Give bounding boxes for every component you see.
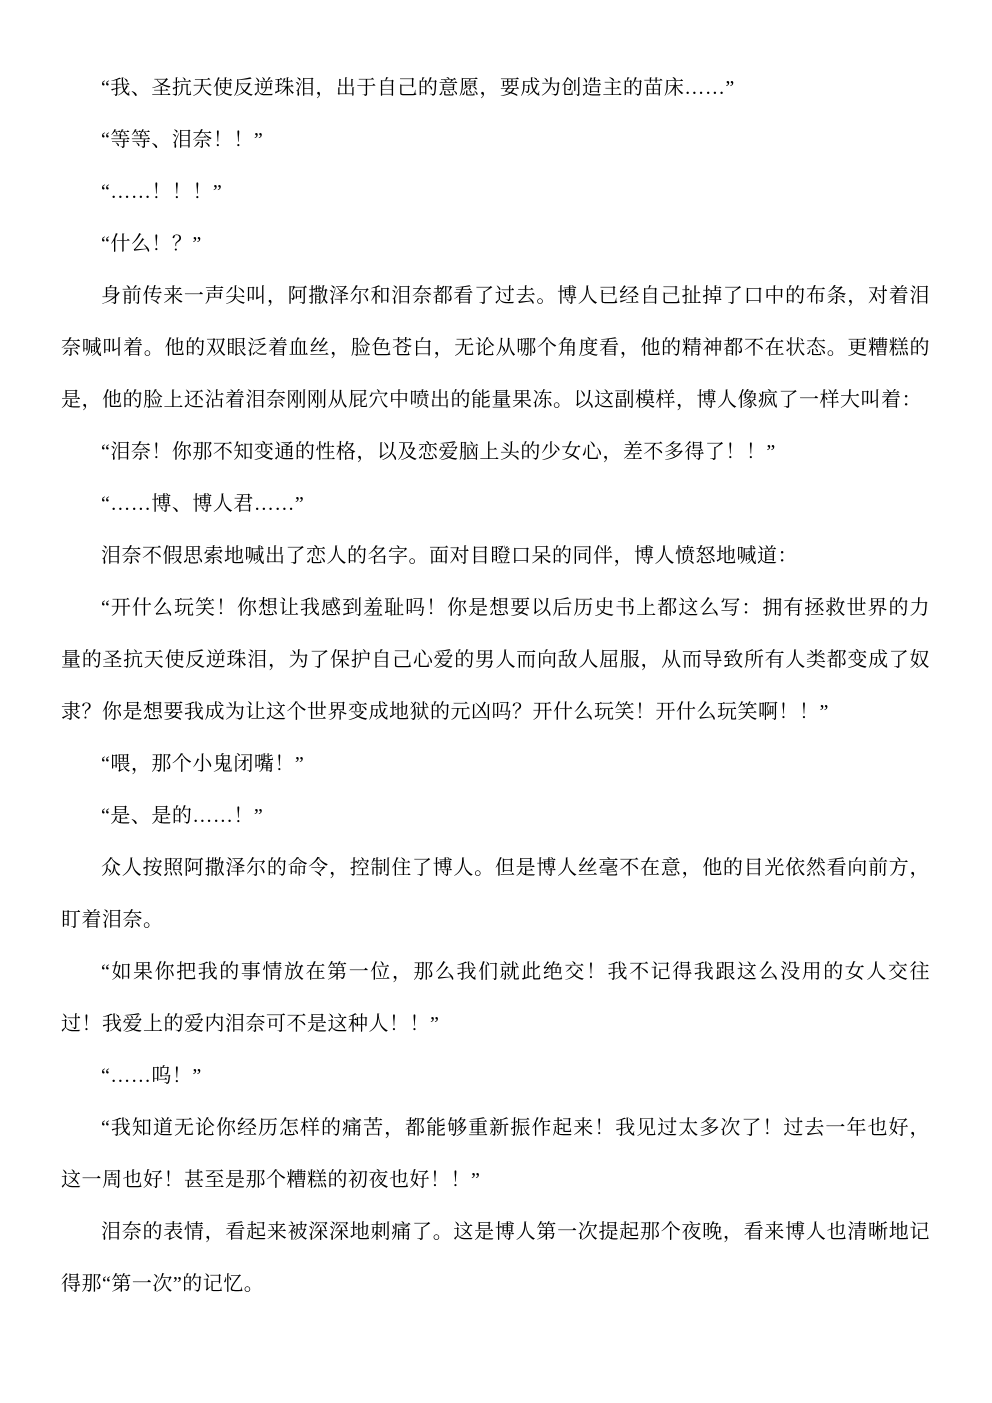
paragraph: “……呜！”	[101, 1065, 202, 1087]
document-text	[61, 62, 930, 1310]
paragraph: “开什么玩笑！你想让我感到羞耻吗！你是想要以后历史书上都这么写：拥有拯救世界的力量的圣抗天使反逆珠泪，为了保护自己心爱的男人而向敌人屈服，从而导致所有人类都变成了奴隶？你是想要我成为让这个世界变成地狱的元凶吗？开什么玩笑！开什么玩笑啊！！”	[61, 597, 930, 723]
paragraph: “……博、博人君……”	[101, 493, 305, 515]
paragraph: “等等、泪奈！！”	[101, 129, 264, 151]
paragraph: “我知道无论你经历怎样的痛苦，都能够重新振作起来！我见过太多次了！过去一年也好，这一周也好！甚至是那个糟糕的初夜也好！！”	[61, 1117, 930, 1191]
paragraph: “什么！？”	[101, 233, 202, 255]
paragraph: 众人按照阿撒泽尔的命令，控制住了博人。但是博人丝毫不在意，他的目光依然看向前方，盯着泪奈。	[61, 857, 930, 931]
paragraph: 泪奈不假思索地喊出了恋人的名字。面对目瞪口呆的同伴，博人愤怒地喊道：	[101, 545, 798, 567]
paragraph: “如果你把我的事情放在第一位，那么我们就此绝交！我不记得我跟这么没用的女人交往过！我爱上的爱内泪奈可不是这种人！！”	[61, 961, 930, 1035]
paragraph: “喂，那个小鬼闭嘴！”	[101, 753, 305, 775]
paragraph: “是、是的……！”	[101, 805, 264, 827]
paragraph: 泪奈的表情，看起来被深深地刺痛了。这是博人第一次提起那个夜晚，看来博人也清晰地记得那“第一次”的记忆。	[61, 1221, 930, 1295]
paragraph: 身前传来一声尖叫，阿撒泽尔和泪奈都看了过去。博人已经自己扯掉了口中的布条，对着泪奈喊叫着。他的双眼泛着血丝，脸色苍白，无论从哪个角度看，他的精神都不在状态。更糟糕的是，他的脸上还沾着泪奈刚刚从屁穴中喷出的能量果冻。以这副模样，博人像疯了一样大叫着：	[61, 285, 930, 411]
paragraph: “……！！！”	[101, 181, 223, 203]
paragraph: “我、圣抗天使反逆珠泪，出于自己的意愿，要成为创造主的苗床……”	[101, 77, 735, 99]
paragraph: “泪奈！你那不知变通的性格，以及恋爱脑上头的少女心，差不多得了！！”	[101, 441, 776, 463]
